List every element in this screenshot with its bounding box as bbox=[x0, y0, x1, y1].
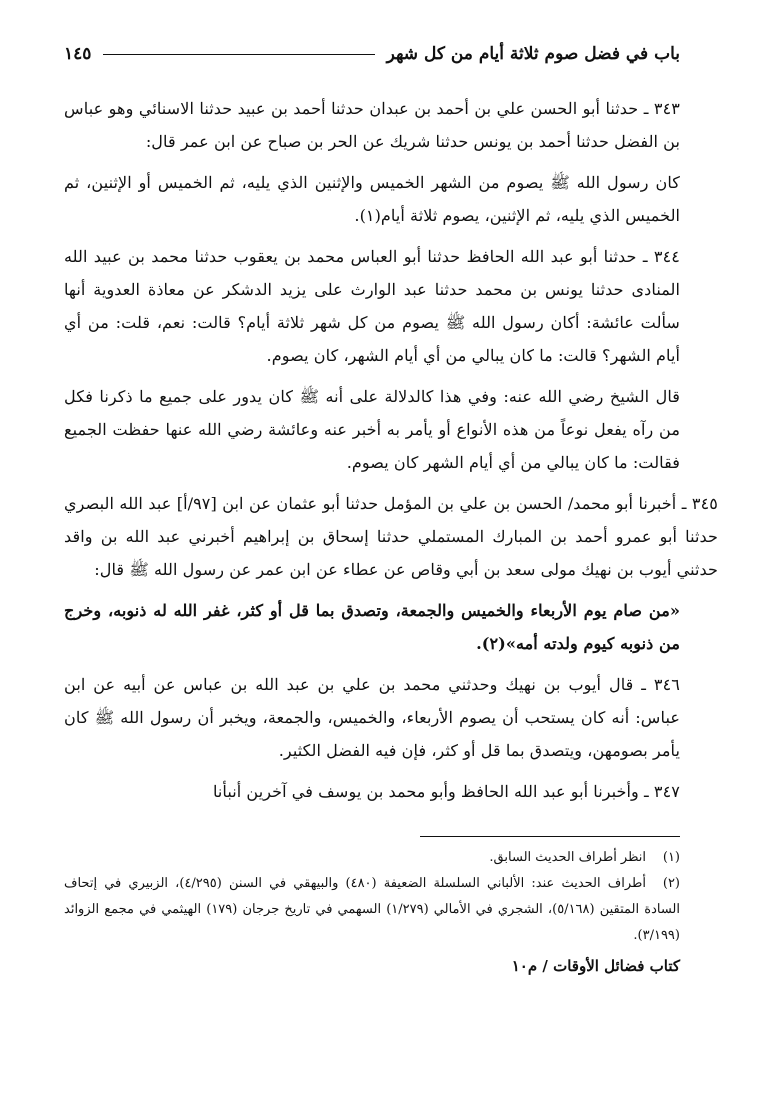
paragraph-343-isnad: ٣٤٣ ـ حدثنا أبو الحسن علي بن أحمد بن عبدان حدثنا أحمد بن عبيد حدثنا الاسنائي وهو عباس بن الفضل حدثنا أحمد بن يونس حدثنا شريك عن الحر بن صباح عن ابن عمر قال: bbox=[64, 99, 680, 151]
paragraph-345-isnad: ٣٤٥ ـ أخبرنا أبو محمد/ الحسن بن علي بن المؤمل حدثنا أبو عثمان عن ابن [٩٧/أ] عبد الله البصري حدثنا أبو عمرو أحمد بن المبارك المستملي حدثنا إسحاق بن إبراهيم أخبرني عبد الله بن واقد حدثني أيوب بن نهيك مولى سعد بن أبي وقاص عن عطاء عن ابن عمر عن رسول الله ﷺ قال: bbox=[64, 494, 718, 579]
paragraph-345-matn: «من صام يوم الأربعاء والخميس والجمعة، وتصدق بما قل أو كثر، غفر الله له ذنوبه، وخرج من ذنوبه كيوم ولدته أمه»(٢). bbox=[64, 601, 680, 653]
footnote-separator bbox=[420, 836, 680, 837]
header-title: باب في فضل صوم ثلاثة أيام من كل شهر bbox=[386, 44, 680, 64]
footnote-2 bbox=[64, 871, 680, 949]
signature-mark: كتاب فضائل الأوقات / م١٠ bbox=[511, 957, 680, 975]
footnote-2-text: أطراف الحديث عند: الألباني السلسلة الضعيفة (٤٨٠) والبيهقي في السنن (٤/٢٩٥)، الزبيري في إتحاف السادة المتقين (٥/١٦٨)، الشجري في الأمالي (١/٢٧٩) السهمي في تاريخ جرجان (١٧٩) الهيثمي في مجمع الزوائد (٣/١٩٩). bbox=[64, 876, 680, 943]
running-header bbox=[64, 38, 680, 70]
page-number: ١٤٥ bbox=[64, 44, 92, 64]
footnote-1 bbox=[64, 845, 680, 871]
paragraph-347: ٣٤٧ ـ وأخبرنا أبو عبد الله الحافظ وأبو محمد بن يوسف في آخرين أنبأنا bbox=[212, 782, 680, 801]
footnote-1-number: (١) bbox=[662, 850, 680, 865]
footnote-2-number: (٢) bbox=[662, 876, 680, 891]
paragraph-344: ٣٤٤ ـ حدثنا أبو عبد الله الحافظ حدثنا أبو العباس محمد بن يعقوب حدثنا محمد بن عبيد الله المنادى حدثنا يونس بن محمد حدثنا عبد الوارث على يزيد الدشكر عن معاذة العدوية أنها سألت عائشة: أكان رسول الله ﷺ يصوم من كل شهر ثلاثة أيام؟ قالت: نعم، قلت: من أي أيام الشهر؟ قالت: ما كان يبالي من أي أيام الشهر، كان يصوم. bbox=[64, 247, 680, 365]
footnote-1-text: انظر أطراف الحديث السابق. bbox=[489, 850, 646, 865]
paragraph-346: ٣٤٦ ـ قال أيوب بن نهيك وحدثني محمد بن علي بن عبد الله بن عباس عن أبيه عن ابن عباس: أنه كان يستحب أن يصوم الأربعاء، والخميس، والجمعة، ويخبر أن رسول الله ﷺ كان يأمر بصومهن، ويتصدق بما قل أو كثر، فإن فيه الفضل الكثير. bbox=[64, 675, 680, 760]
paragraph-343-matn: كان رسول الله ﷺ يصوم من الشهر الخميس والإثنين الذي يليه، ثم الخميس أو الإثنين، ثم الخميس الذي يليه، ثم الإثنين، يصوم ثلاثة أيام(١). bbox=[64, 173, 680, 225]
paragraph-commentary: قال الشيخ رضي الله عنه: وفي هذا كالدلالة على أنه ﷺ كان يدور على جميع ما ذكرنا فكل من رآه يفعل نوعاً من هذه الأنواع أو يأمر به أخبر عنه وعائشة رضي الله عنها حفظت الجميع فقالت: ما كان يبالي من أي أيام الشهر كان يصوم. bbox=[64, 387, 680, 472]
header-rule bbox=[103, 54, 374, 55]
